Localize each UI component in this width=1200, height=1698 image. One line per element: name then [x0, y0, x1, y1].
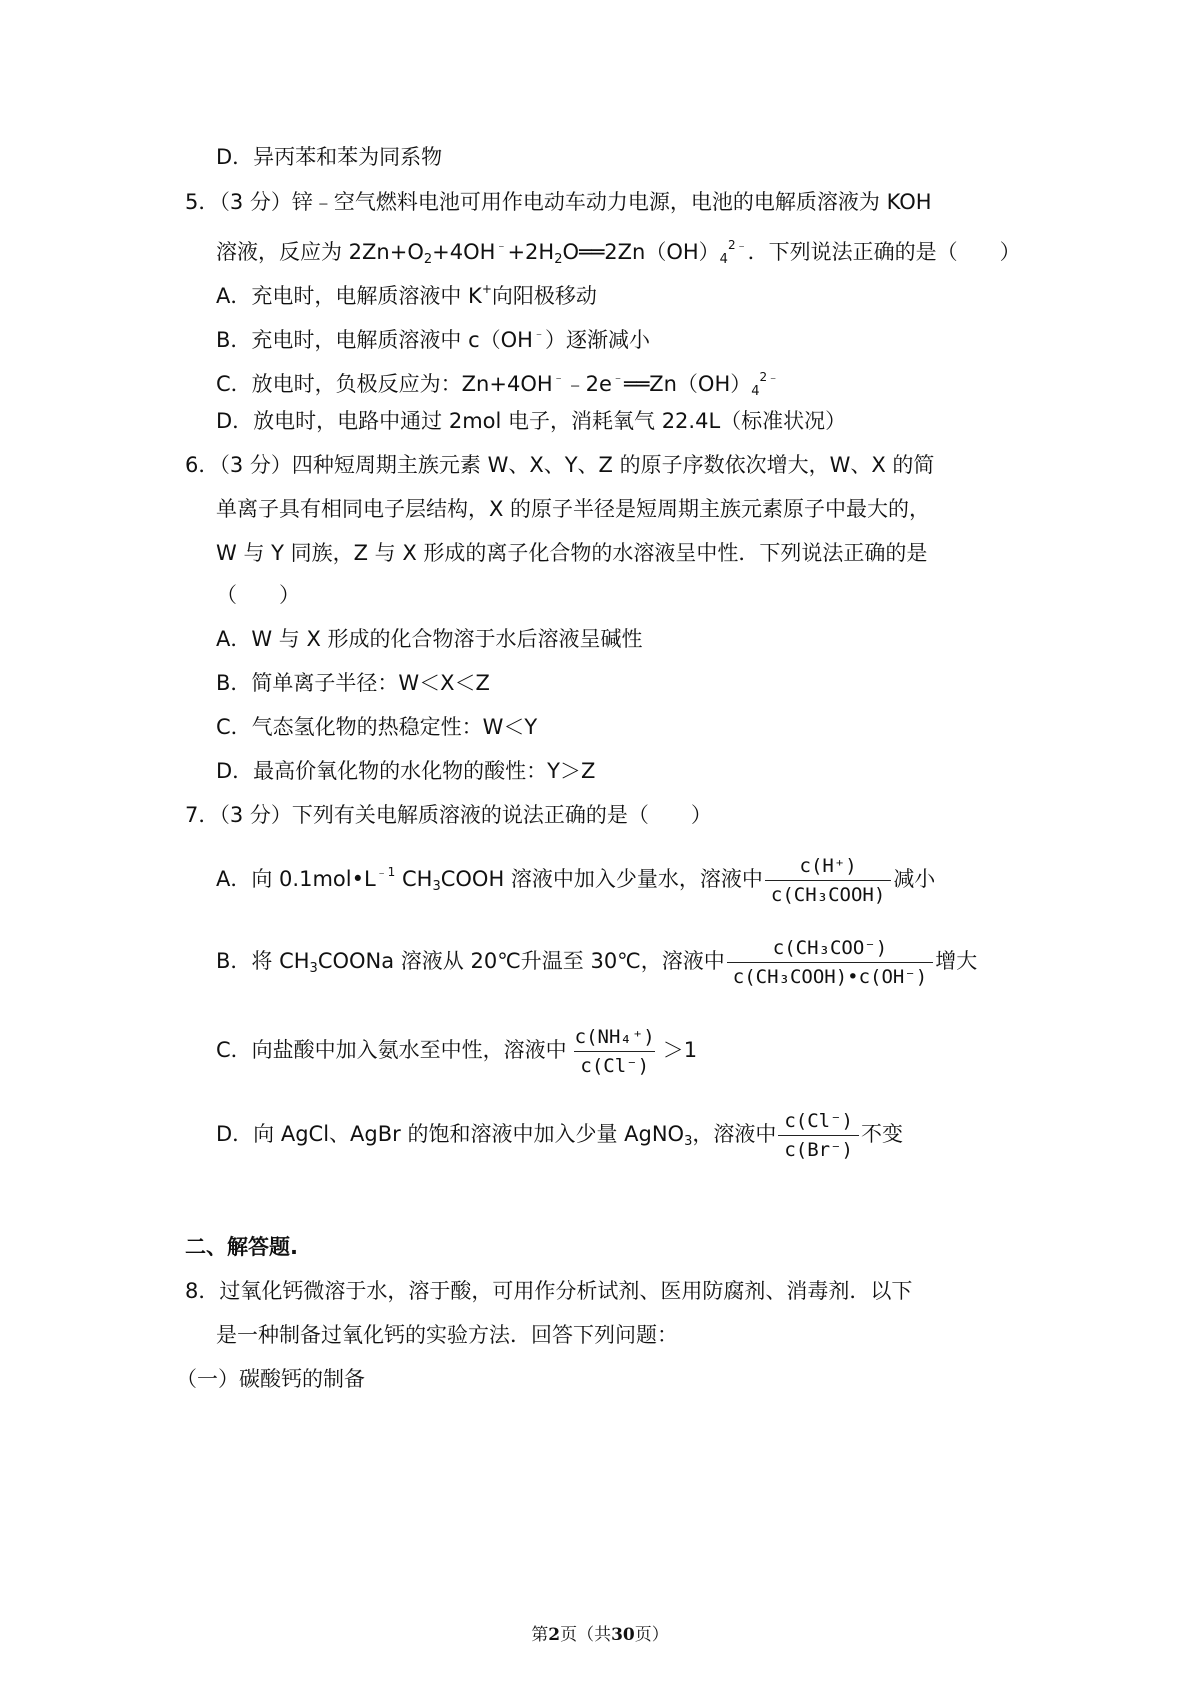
q7-option-d: D．向 AgCl、AgBr 的饱和溶液中加入少量 AgNO$_3$，溶液中 $\frac{c(Cl^-)}{c(Br^-)}$ 不变: [216, 1109, 903, 1161]
fraction-numerator: c(H⁺): [799, 854, 857, 877]
q6-stem-line3: W 与 Y 同族，Z 与 X 形成的离子化合物的水溶液呈中性．下列说法正确的是: [216, 541, 928, 565]
q7d-fraction: [778, 1109, 859, 1162]
q7-stem: 7．（3 分）下列有关电解质溶液的说法正确的是（ ）: [185, 803, 712, 827]
fraction-numerator: c(Cl⁻): [784, 1109, 853, 1132]
fraction-denominator: c(CH₃COOH): [765, 880, 891, 907]
fraction-denominator: c(CH₃COOH)•c(OH⁻): [727, 962, 933, 989]
q7-option-a: A．向 $0.1mol•L^{﹣1}$ $CH_3COOH$ 溶液中加入少量水，溶液中 $\frac{c(H^+)}{\text{c(CH₃COOH)}}$ 减小: [216, 854, 936, 906]
q6-option-c: C．气态氢化物的热稳定性：W＜Y: [216, 715, 538, 739]
q5-option-a: A．充电时，电解质溶液中 K+向阳极移动: [216, 282, 597, 308]
total-page-count: 30: [611, 1625, 635, 1645]
fraction-denominator: c(Br⁻): [778, 1135, 859, 1162]
q4-option-d: D．异丙苯和苯为同系物: [216, 145, 443, 169]
q5-option-b: B．充电时，电解质溶液中 c（OH﹣）逐渐减小: [216, 326, 650, 352]
q6-stem-line4: （ ）: [216, 583, 300, 607]
q6-option-d: D．最高价氧化物的水化物的酸性：Y＞Z: [216, 759, 596, 783]
q7b-fraction: [727, 936, 933, 989]
fraction-numerator: c(NH₄⁺): [574, 1025, 655, 1048]
q6-option-b: B．简单离子半径：W＜X＜Z: [216, 671, 490, 695]
q8-stem-line2: 是一种制备过氧化钙的实验方法．回答下列问题：: [216, 1323, 678, 1347]
q5-option-c: C．放电时，负极反应为：$Zn+4OH^﹣﹣2e^﹣══Zn(OH)_4^{2﹣}$: [216, 370, 780, 399]
q6-stem-line2: 单离子具有相同电子层结构，X 的原子半径是短周期主族元素原子中最大的，: [216, 497, 931, 521]
section-title: 二、解答题.: [185, 1235, 298, 1259]
q5-stem-line1: 5．（3 分）锌﹣空气燃料电池可用作电动车动力电源，电池的电解质溶液为 KOH: [185, 190, 932, 214]
fraction-numerator: c(CH₃COO⁻): [772, 936, 888, 959]
q7-option-c: C．向盐酸中加入氨水至中性，溶液中 $\frac{\text{c(NH₄⁺)}}{c(Cl^-)}$ ＞1: [216, 1025, 698, 1077]
current-page-number: 2: [548, 1625, 561, 1645]
fraction-denominator: c(Cl⁻): [574, 1051, 655, 1078]
q6-option-a: A．W 与 X 形成的化合物溶于水后溶液呈碱性: [216, 627, 643, 651]
q7a-fraction: [765, 854, 891, 907]
q5-stem-line2: 溶液，反应为 $2Zn+O_2+4OH^﹣+2H_2O══2Zn(OH)_4^{2﹣}$．下列说法正确的是（ ）: [216, 238, 1021, 267]
q8-stem-line1: 8．过氧化钙微溶于水，溶于酸，可用作分析试剂、医用防腐剂、消毒剂．以下: [185, 1279, 913, 1303]
q7-option-b: B．将 $CH_3COONa$ 溶液从 20℃升温至 30℃，溶液中 $\frac{\text{c(CH₃COO⁻)}}{\text{c(CH₃COOH)•c(OH⁻)}}$ 增大: [216, 936, 978, 988]
q7c-fraction: [569, 1025, 661, 1078]
q5-option-d: D．放电时，电路中通过 2mol 电子，消耗氧气 22.4L（标准状况）: [216, 409, 847, 433]
q8-subsection-1: （一）碳酸钙的制备: [176, 1367, 365, 1391]
q6-stem-line1: 6．（3 分）四种短周期主族元素 W、X、Y、Z 的原子序数依次增大，W、X 的简: [185, 453, 935, 477]
page-footer: 第2页（共30页）: [531, 1625, 669, 1645]
